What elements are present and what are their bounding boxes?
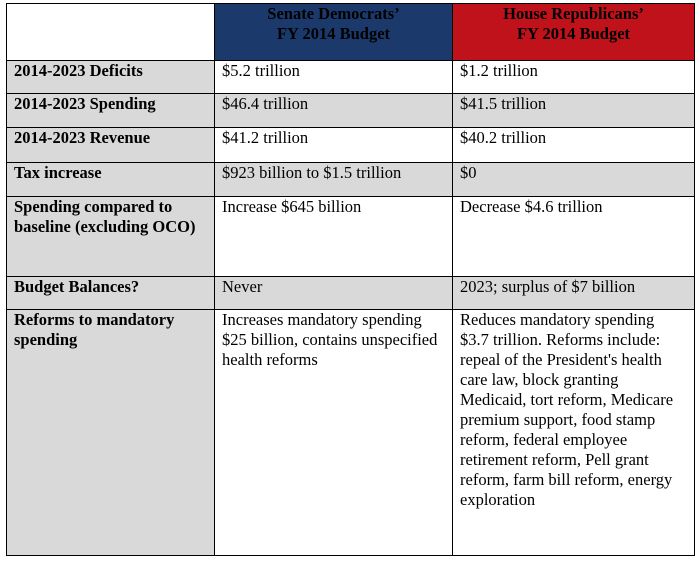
senate-value: Increase $645 billion [215, 197, 453, 277]
house-value: 2023; surplus of $7 billion [453, 277, 695, 310]
senate-value: $41.2 trillion [215, 128, 453, 163]
senate-header-line2: FY 2014 Budget [276, 24, 391, 43]
row-label: Spending compared to baseline (excluding OCO) [7, 197, 215, 277]
senate-value: Never [215, 277, 453, 310]
house-value: $41.5 trillion [453, 94, 695, 128]
table-row-spending-vs-baseline [7, 197, 695, 277]
senate-value: $5.2 trillion [215, 61, 453, 94]
row-label: 2014-2023 Revenue [7, 128, 215, 163]
corner-cell [7, 4, 215, 61]
row-label: Budget Balances? [7, 277, 215, 310]
table-row-mandatory-reforms [7, 310, 695, 556]
row-label: 2014-2023 Deficits [7, 61, 215, 94]
row-label: Reforms to mandatory spending [7, 310, 215, 556]
table-row-tax-increase [7, 163, 695, 197]
house-header [453, 4, 695, 61]
table-row-budget-balances [7, 277, 695, 310]
house-header-line2: FY 2014 Budget [516, 24, 631, 43]
table-row-spending [7, 94, 695, 128]
house-value: $1.2 trillion [453, 61, 695, 94]
house-value: $0 [453, 163, 695, 197]
table-row-deficits [7, 61, 695, 94]
row-label: 2014-2023 Spending [7, 94, 215, 128]
senate-value: $46.4 trillion [215, 94, 453, 128]
house-value: Decrease $4.6 trillion [453, 197, 695, 277]
senate-value: $923 billion to $1.5 trillion [215, 163, 453, 197]
table-row-revenue [7, 128, 695, 163]
row-label: Tax increase [7, 163, 215, 197]
house-value: $40.2 trillion [453, 128, 695, 163]
senate-header-line1: Senate Democrats’ [267, 4, 400, 23]
header-row [7, 4, 695, 61]
house-header-line1: House Republicans’ [503, 4, 644, 23]
senate-header [215, 4, 453, 61]
house-value: Reduces mandatory spending $3.7 trillion. Reforms include: repeal of the President's health care law, block granting Medicaid, tort reform, Medicare premium support, food stamp reform, federal employee retirement reform, Pell grant reform, farm bill reform, energy exploration [453, 310, 695, 556]
senate-value: Increases mandatory spending $25 billion, contains unspecified health reforms [215, 310, 453, 556]
budget-comparison-table [6, 3, 695, 556]
